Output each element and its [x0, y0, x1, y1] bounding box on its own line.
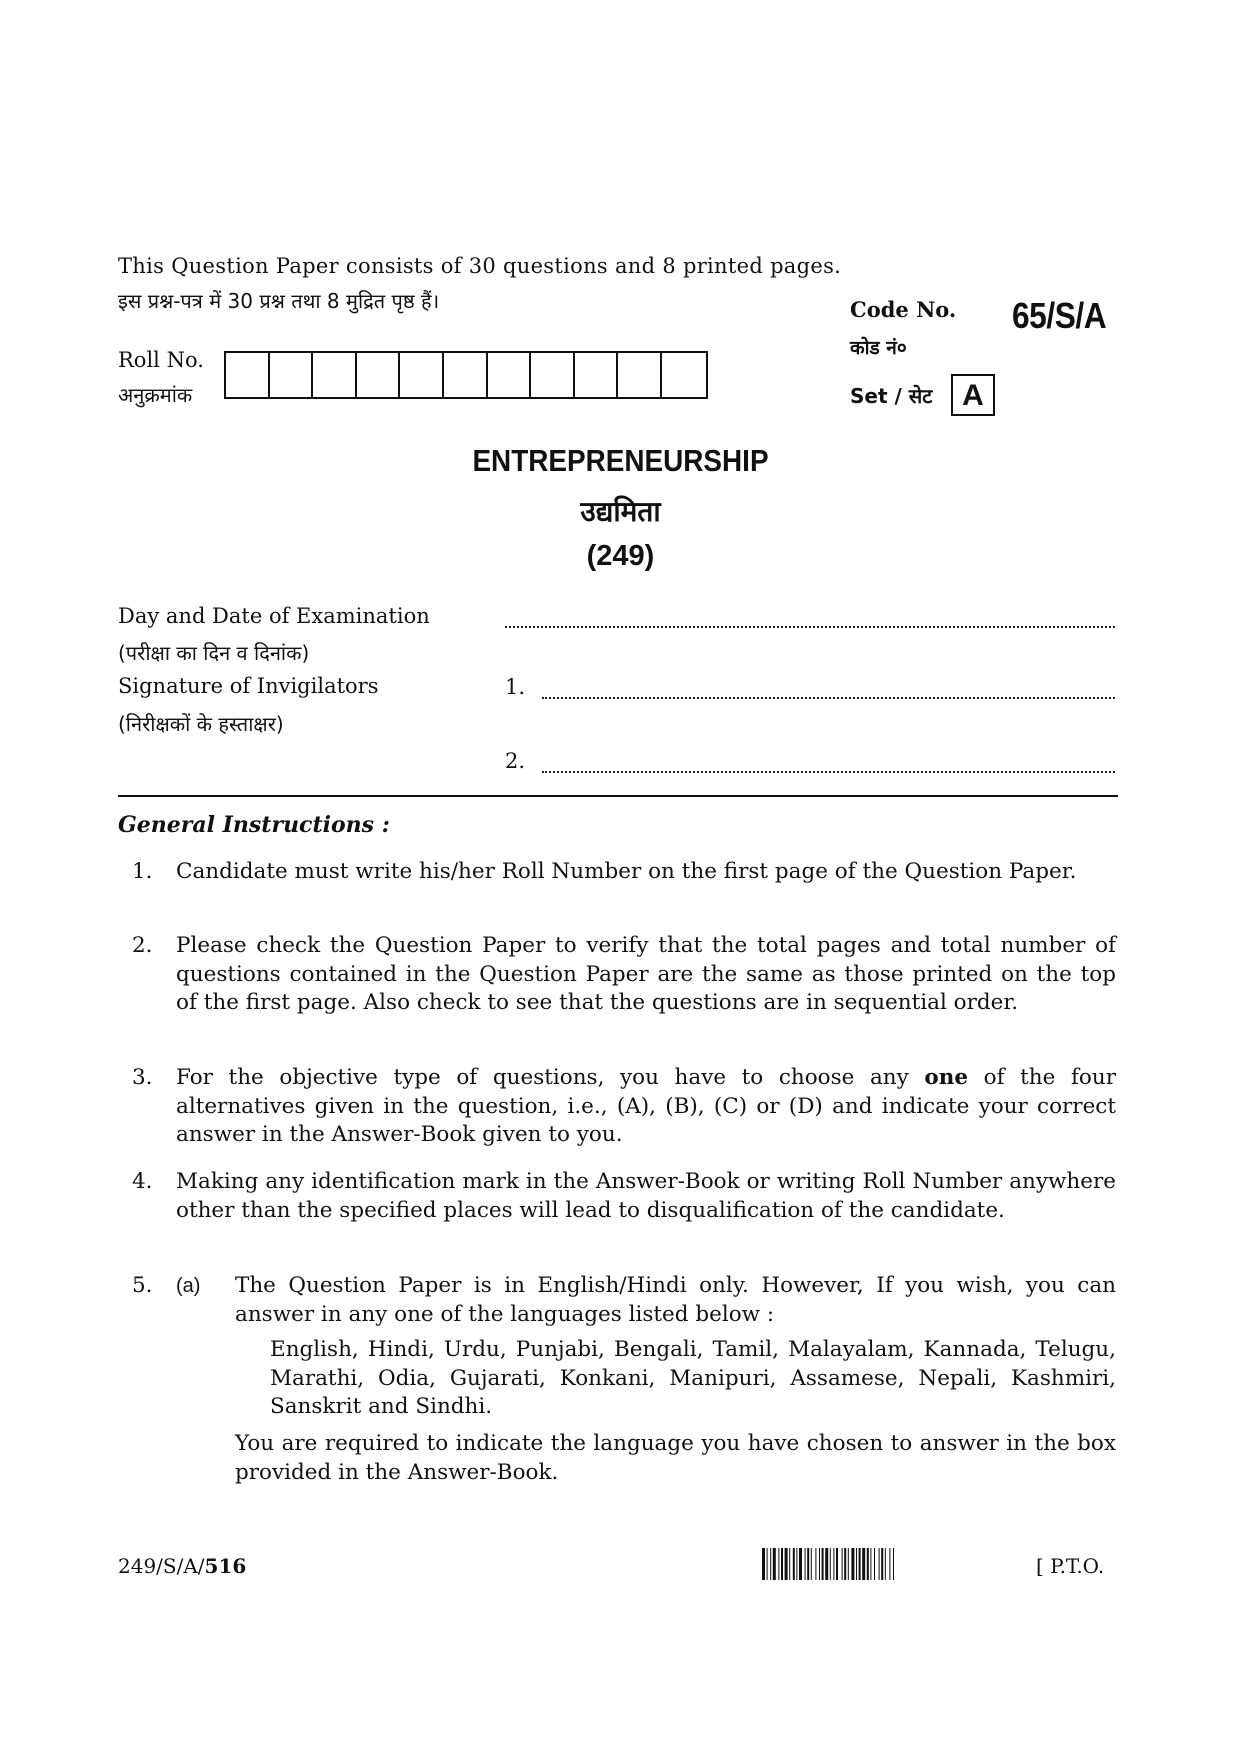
instruction-item — [118, 858, 1116, 887]
instruction-number: 2. — [132, 933, 153, 958]
roll-digit-box[interactable] — [313, 353, 357, 397]
language-note: You are required to indicate the language you have chosen to answer in the box provided in the Answer-Book. — [235, 1431, 1116, 1485]
exam-date-label: Day and Date of Examination — [118, 604, 430, 628]
roll-number-label-hindi: अनुक्रमांक — [118, 383, 193, 407]
instruction-text-part: of the four alternatives given in the question, i.e., (A), (B), (C) or (D) and indicate your correct answer in the Answer-Book given to you. — [176, 1065, 1116, 1147]
invigilator-signature-label: Signature of Invigilators — [118, 674, 379, 698]
code-number-value: 65/S/A — [1012, 295, 1107, 336]
instruction-emphasis: one — [924, 1065, 969, 1090]
roll-digit-box[interactable] — [575, 353, 619, 397]
instruction-item — [118, 1064, 1116, 1150]
exam-date-field[interactable] — [505, 610, 1115, 628]
roll-digit-box[interactable] — [444, 353, 488, 397]
instruction-item — [118, 1168, 1116, 1225]
paper-code-number: 516 — [204, 1554, 247, 1578]
instruction-item — [118, 1272, 1116, 1329]
exam-date-label-hindi: (परीक्षा का दिन व दिनांक) — [118, 641, 310, 665]
instruction-text: Candidate must write his/her Roll Number on the first page of the Question Paper. — [176, 859, 1077, 884]
signature-field-1[interactable] — [542, 681, 1115, 699]
question-paper-summary: This Question Paper consists of 30 questions and 8 printed pages. — [118, 254, 842, 278]
subject-title: ENTREPRENEURSHIP — [472, 443, 769, 478]
instruction-subitem-label: (a) — [176, 1275, 201, 1297]
instruction-number: 5. — [132, 1273, 153, 1298]
code-number-label: Code No. — [850, 297, 957, 322]
instruction-number: 1. — [132, 859, 153, 884]
signature-number-1: 1. — [505, 675, 526, 699]
instruction-text: The Question Paper is in English/Hindi only. However, If you wish, you can answer in any one of the languages listed below : — [235, 1273, 1116, 1327]
instruction-text — [176, 1064, 1116, 1150]
roll-digit-box[interactable] — [270, 353, 314, 397]
barcode-icon — [762, 1548, 1020, 1580]
code-number-label-hindi: कोड नं० — [850, 337, 907, 359]
please-turn-over: [ P.T.O. — [1036, 1554, 1105, 1578]
section-divider — [118, 795, 1118, 797]
paper-code-footer — [118, 1554, 246, 1578]
paper-code-prefix: 249/S/A/ — [118, 1554, 205, 1578]
roll-digit-box[interactable] — [357, 353, 401, 397]
instruction-number: 4. — [132, 1169, 153, 1194]
instruction-text-part: For the objective type of questions, you have to choose any — [176, 1065, 925, 1090]
instruction-item — [118, 932, 1116, 1018]
subject-title-hindi: उद्यमिता — [580, 495, 661, 528]
set-value-box: A — [951, 374, 995, 416]
roll-digit-box[interactable] — [618, 353, 662, 397]
language-list: English, Hindi, Urdu, Punjabi, Bengali, Tamil, Malayalam, Kannada, Telugu, Marathi, Odia, Gujarati, Konkani, Manipuri, Assamese, Nepali, Kashmiri, Sanskrit and Sindhi. — [270, 1337, 1116, 1419]
instruction-text: Making any identification mark in the Answer-Book or writing Roll Number anywhere other than the specified places will lead to disqualification of the candidate. — [176, 1169, 1116, 1223]
roll-digit-box[interactable] — [488, 353, 532, 397]
roll-digit-box[interactable] — [531, 353, 575, 397]
set-label: Set / सेट — [850, 384, 933, 408]
roll-digit-box[interactable] — [400, 353, 444, 397]
subject-code: (249) — [586, 540, 655, 572]
roll-number-boxes[interactable] — [224, 351, 708, 399]
question-paper-summary-hindi: इस प्रश्न-पत्र में 30 प्रश्न तथा 8 मुद्रित पृष्ठ हैं। — [118, 289, 440, 313]
signature-number-2: 2. — [505, 749, 526, 773]
signature-field-2[interactable] — [542, 755, 1115, 773]
roll-digit-box[interactable] — [662, 353, 706, 397]
general-instructions-title: General Instructions : — [118, 812, 390, 838]
instruction-text: Please check the Question Paper to verify that the total pages and total number of questions contained in the Question Paper are the same as those printed on the top of the first page. Also check to see that the questions are in sequential order. — [176, 933, 1116, 1015]
roll-number-label: Roll No. — [118, 348, 204, 372]
invigilator-signature-label-hindi: (निरीक्षकों के हस्ताक्षर) — [118, 712, 284, 736]
instruction-number: 3. — [132, 1065, 153, 1090]
roll-digit-box[interactable] — [226, 353, 270, 397]
